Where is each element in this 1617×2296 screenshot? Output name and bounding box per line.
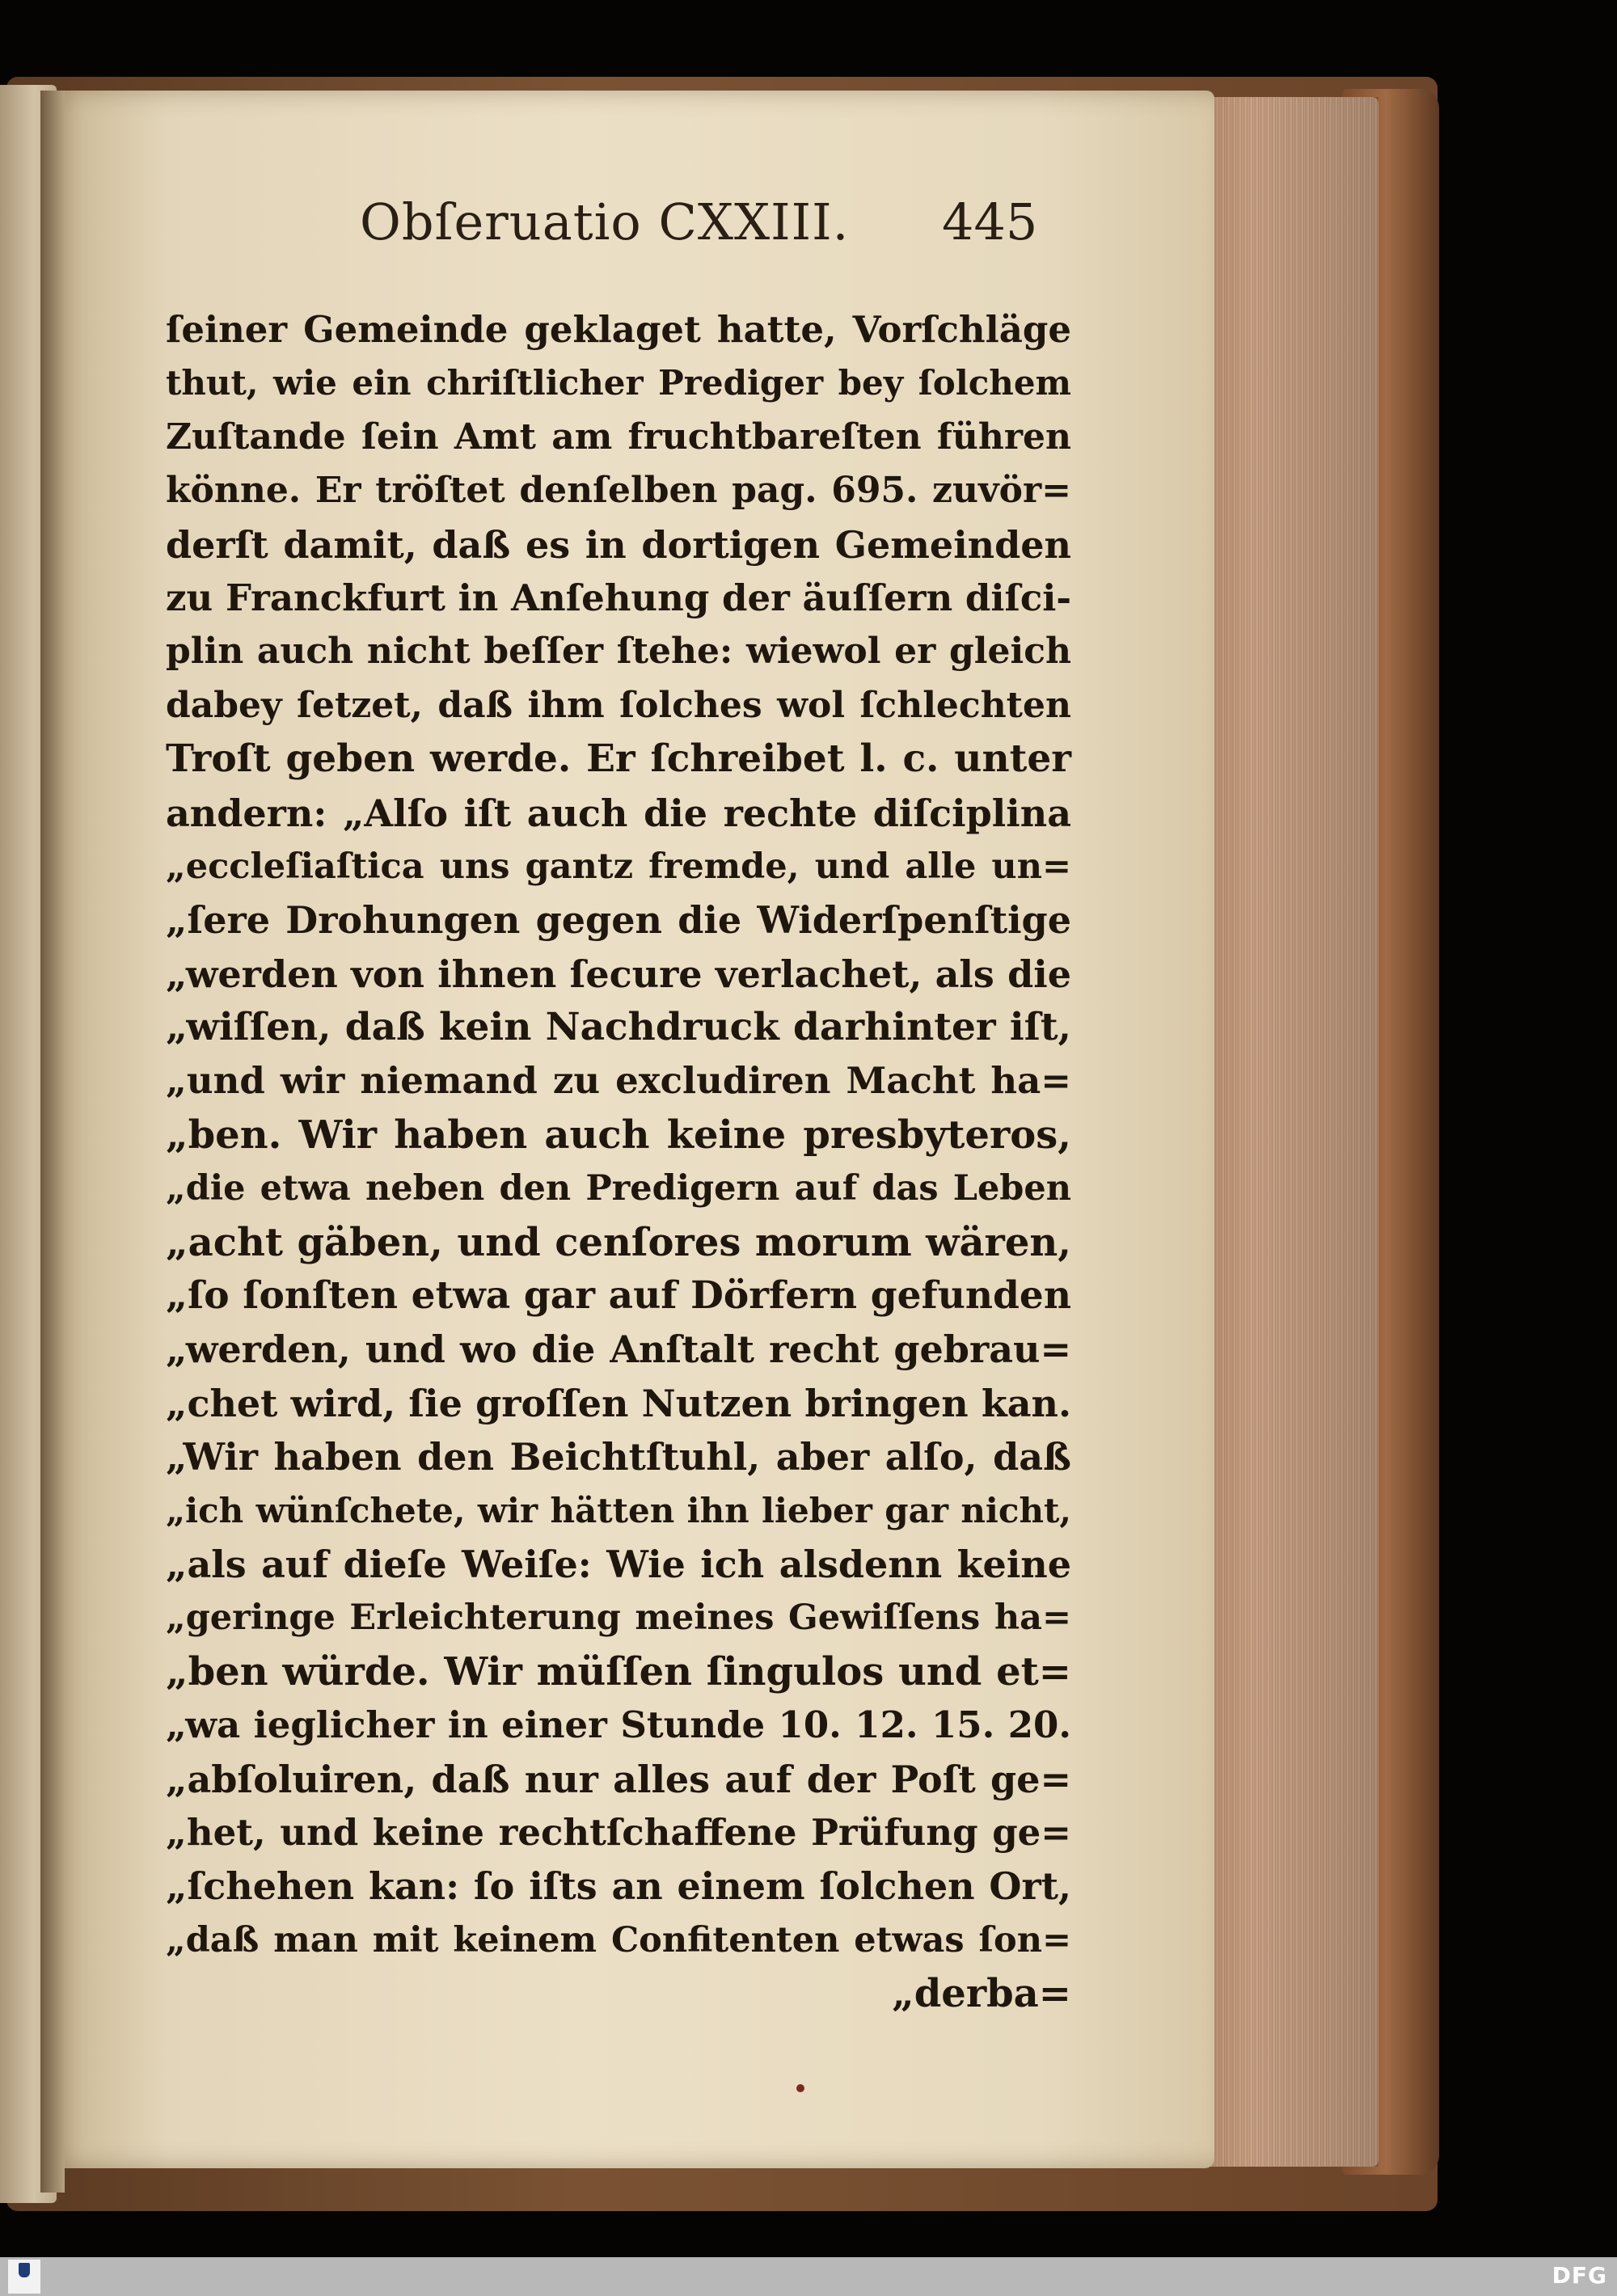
text-line: „chet wird, ſie groſſen Nutzen bringen kan. [166, 1381, 1071, 1425]
text-line: „die etwa neben den Predigern auf das Leben [166, 1168, 1071, 1209]
text-line: „wiſſen, daß kein Nachdruck darhinter iſt, [166, 1005, 1071, 1050]
page-number: 445 [942, 192, 1038, 251]
text-line: „eccleſiaſtica uns gantz fremde, und alle un= [166, 846, 1071, 887]
text-line: „und wir niemand zu excludiren Macht ha= [166, 1059, 1071, 1103]
page-header [162, 192, 1051, 265]
text-line: könne. Er tröſtet denſelben pag. 695. zuvör= [166, 470, 1071, 512]
text-line: „ben. Wir haben auch keine presbyteros, [166, 1112, 1071, 1158]
running-title: Obſeruatio CXXIII. [360, 192, 850, 251]
text-line: zu Franckfurt in Anſehung der äuſſern diſci- [166, 576, 1071, 619]
text-line: „acht gäben, und cenſores morum wären, [166, 1219, 1071, 1265]
book-gutter [40, 91, 65, 2193]
page-block-shade [1197, 97, 1378, 2167]
text-line: „abſoluiren, daß nur alles auf der Poſt ge= [166, 1757, 1071, 1801]
text-line: Zuſtande ſein Amt am fruchtbareſten führen [166, 416, 1071, 458]
text-line: „wa ieglicher in einer Stunde 10. 12. 15. 20. [166, 1703, 1071, 1747]
dfg-brand: DFG [1552, 2262, 1607, 2289]
text-line: plin auch nicht beſſer ſtehe: wiewol er gleich [166, 631, 1071, 673]
body-text [166, 303, 1071, 2021]
text-line: „als auf dieſe Weiſe: Wie ich alsdenn keine [166, 1542, 1071, 1586]
text-line: andern: „Alſo iſt auch die rechte diſciplina [166, 791, 1071, 835]
text-line: „ſchehen kan: ſo iſts an einem ſolchen Ort, [166, 1864, 1071, 1909]
shield-icon [19, 2263, 30, 2277]
text-line: dabey ſetzet, daß ihm ſolches wol ſchlechten [166, 684, 1071, 726]
text-line: derſt damit, daß es in dortigen Gemeinden [166, 522, 1071, 567]
library-logo [8, 2260, 40, 2294]
text-line: „daß man mit keinem Confitenten etwas ſon= [166, 1919, 1071, 1960]
text-line: „ſere Drohungen gegen die Widerſpenſtige [166, 898, 1071, 943]
text-line: „het, und keine rechtſchaffene Prüfung ge= [166, 1810, 1071, 1854]
text-line: ſeiner Gemeinde geklaget hatte, Vorſchläge [166, 308, 1071, 351]
text-line: Troſt geben werde. Er ſchreibet l. c. unter [166, 736, 1071, 782]
text-line: „Wir haben den Beichtſtuhl, aber alſo, daß [166, 1435, 1071, 1479]
text-line: „ſo ſonſten etwa gar auf Dörfern gefunden [166, 1273, 1071, 1319]
footer-bar [0, 2257, 1617, 2296]
text-line: „werden, und wo die Anſtalt recht gebrau= [166, 1327, 1071, 1372]
text-line: „derba= [892, 1971, 1071, 2017]
text-line: „ben würde. Wir müſſen ſingulos und et= [166, 1648, 1071, 1695]
text-line: thut, wie ein chriſtlicher Prediger bey ſolchem [166, 363, 1071, 403]
paper-stain [796, 2084, 804, 2092]
text-line: „geringe Erleichterung meines Gewiſſens ha= [166, 1597, 1071, 1639]
text-line: „werden von ihnen ſecure verlachet, als die [166, 952, 1071, 996]
text-line: „ich wünſchete, wir hätten ihn lieber gar nicht, [166, 1490, 1071, 1530]
